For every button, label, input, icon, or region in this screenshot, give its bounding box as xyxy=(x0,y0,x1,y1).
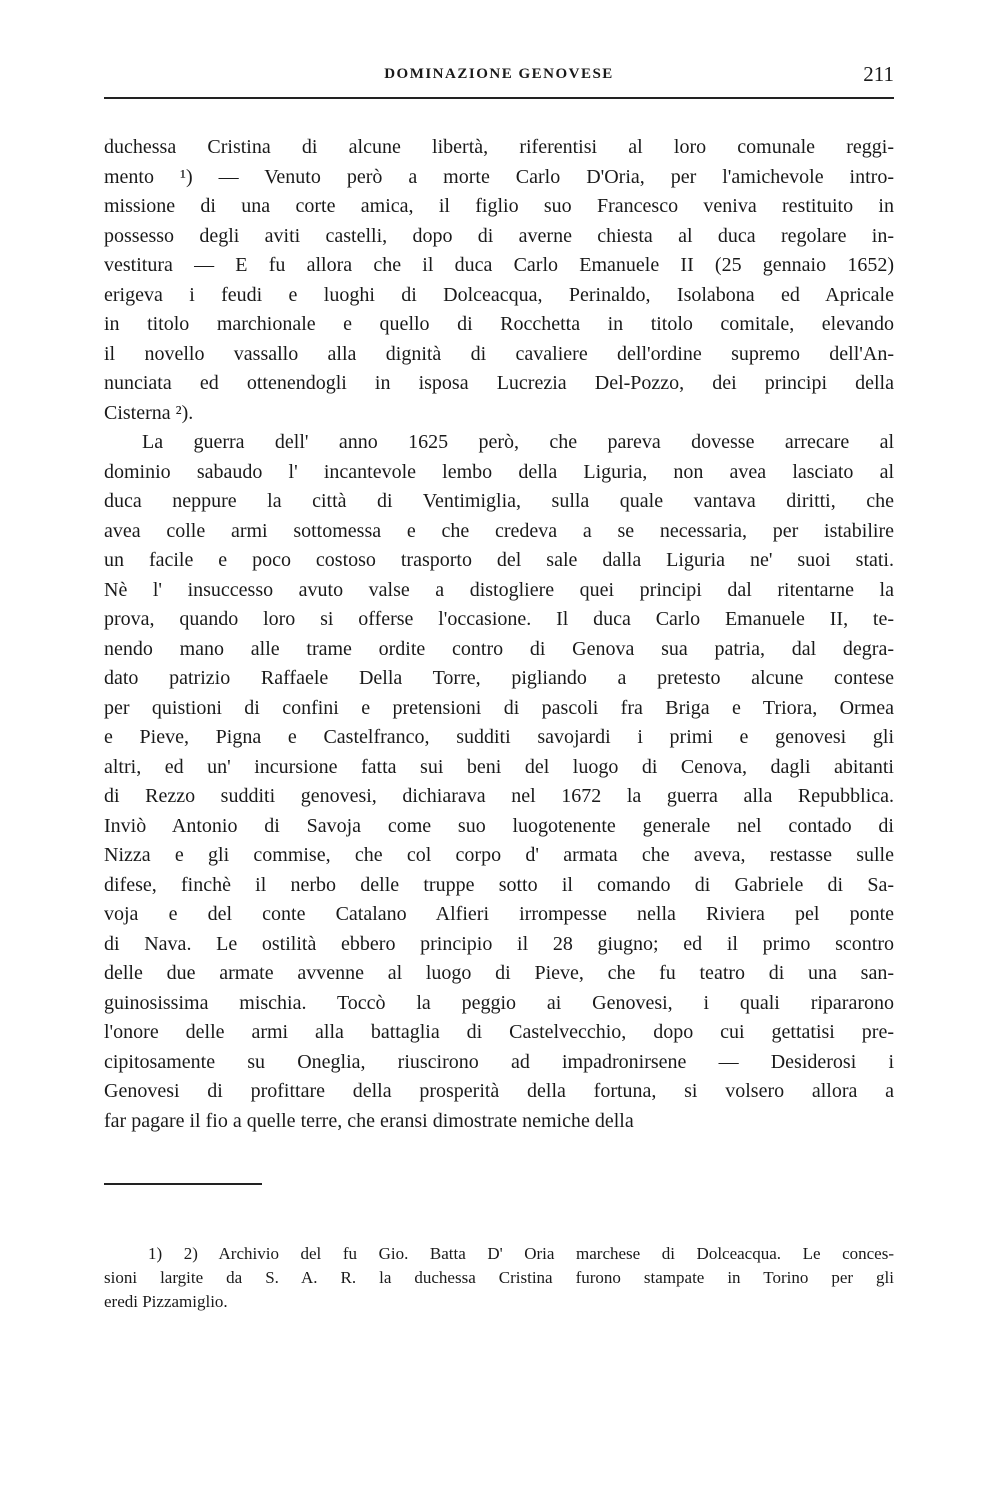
footnote-line: sioni largite da S. A. R. la duchessa Cristina furono stampate in Torino per gli xyxy=(104,1268,894,1287)
text-line: altri, ed un' incursione fatta sui beni del luogo di Cenova, dagli abitanti xyxy=(104,755,894,778)
text-line: delle due armate avvenne al luogo di Pieve, che fu teatro di una san- xyxy=(104,962,894,984)
text-line: missione di una corte amica, il figlio suo Francesco veniva restituito in xyxy=(104,195,894,217)
text-line: far pagare il fio a quelle terre, che eransi dimostrate nemiche della xyxy=(104,1109,634,1132)
text-line: avea colle armi sottomessa e che credeva a se necessaria, per istabilire xyxy=(104,519,894,542)
text-line: un facile e poco costoso trasporto del sale dalla Liguria ne' suoi stati. xyxy=(104,549,894,571)
text-line: Cisterna ²). xyxy=(104,401,194,424)
footnote-rule xyxy=(104,1183,262,1185)
footnote-line: 1) 2) Archivio del fu Gio. Batta D' Oria marchese di Dolceacqua. Le conces- xyxy=(148,1244,894,1263)
header-rule xyxy=(104,97,894,99)
text-line: mento ¹) — Venuto però a morte Carlo D'Oria, per l'amichevole intro- xyxy=(104,165,894,188)
text-line: Genovesi di profittare della prosperità della fortuna, si volsero allora a xyxy=(104,1080,894,1102)
running-title: DOMINAZIONE GENOVESE xyxy=(384,66,614,82)
text-line: erigeva i feudi e luoghi di Dolceacqua, Perinaldo, Isolabona ed Apricale xyxy=(104,283,894,306)
text-line: duca neppure la città di Ventimiglia, sulla quale vantava diritti, che xyxy=(104,490,894,512)
text-line: La guerra dell' anno 1625 però, che pareva dovesse arrecare al xyxy=(142,431,894,453)
text-line: difese, finchè il nerbo delle truppe sotto il comando di Gabriele di Sa- xyxy=(104,873,894,896)
footnotes xyxy=(104,1242,894,1314)
text-line: di Nava. Le ostilità ebbero principio il 28 giugno; ed il primo scontro xyxy=(104,932,894,955)
text-line: dominio sabaudo l' incantevole lembo della Liguria, non avea lasciato al xyxy=(104,460,894,483)
footnote-line: eredi Pizzamiglio. xyxy=(104,1292,228,1311)
text-line: dato patrizio Raffaele Della Torre, pigliando a pretesto alcune contese xyxy=(104,667,894,689)
text-line: il novello vassallo alla dignità di cavaliere dell'ordine supremo dell'An- xyxy=(104,342,894,365)
text-line: nendo mano alle trame ordite contro di Genova sua patria, dal degra- xyxy=(104,637,894,660)
text-line: in titolo marchionale e quello di Rocchetta in titolo comitale, elevando xyxy=(104,313,894,335)
text-line: per quistioni di confini e pretensioni di pascoli fra Briga e Triora, Ormea xyxy=(104,696,894,719)
text-line: cipitosamente su Oneglia, riuscirono ad impadronirsene — Desiderosi i xyxy=(104,1050,894,1073)
text-line: Inviò Antonio di Savoja come suo luogotenente generale nel contado di xyxy=(104,814,894,837)
text-line: vestitura — E fu allora che il duca Carlo Emanuele II (25 gennaio 1652) xyxy=(104,254,894,276)
page-header xyxy=(104,62,894,92)
text-line: guinosissima mischia. Toccò la peggio ai Genovesi, i quali ripararono xyxy=(104,991,894,1014)
text-line: duchessa Cristina di alcune libertà, riferentisi al loro comunale reggi- xyxy=(104,136,894,158)
text-line: l'onore delle armi alla battaglia di Castelvecchio, dopo cui gettatisi pre- xyxy=(104,1021,894,1043)
text-line: di Rezzo sudditi genovesi, dichiarava nel 1672 la guerra alla Repubblica. xyxy=(104,785,894,807)
page-number: 211 xyxy=(863,62,894,86)
text-line: nunciata ed ottenendogli in isposa Lucrezia Del-Pozzo, dei principi della xyxy=(104,372,894,394)
text-line: e Pieve, Pigna e Castelfranco, sudditi savojardi i primi e genovesi gli xyxy=(104,726,894,748)
text-line: prova, quando loro si offerse l'occasione. Il duca Carlo Emanuele II, te- xyxy=(104,608,894,630)
text-line: Nizza e gli commise, che col corpo d' armata che aveva, restasse sulle xyxy=(104,844,894,866)
text-line: Nè l' insuccesso avuto valse a distogliere quei principi dal ritentarne la xyxy=(104,578,894,601)
text-line: voja e del conte Catalano Alfieri irrompesse nella Riviera pel ponte xyxy=(104,903,894,925)
text-line: possesso degli aviti castelli, dopo di averne chiesta al duca regolare in- xyxy=(104,224,894,247)
body-text xyxy=(104,133,894,1136)
